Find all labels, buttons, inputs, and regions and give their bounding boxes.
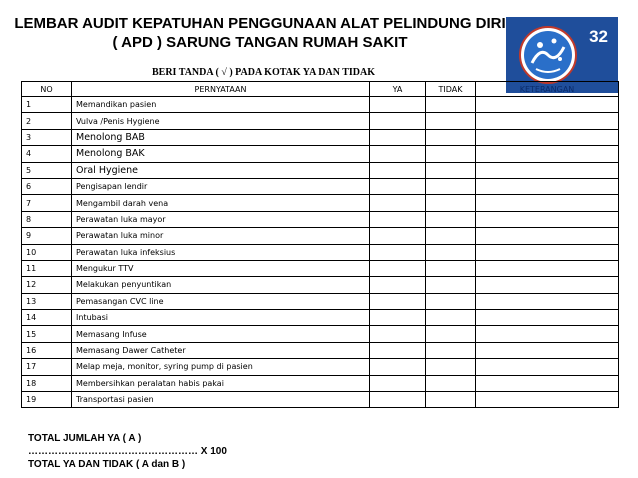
- keterangan-cell[interactable]: [476, 228, 619, 244]
- tidak-checkbox-cell[interactable]: [426, 277, 476, 293]
- statement-text: Melap meja, monitor, syring pump di pasien: [72, 359, 370, 375]
- table-row: [22, 195, 619, 211]
- row-number: 10: [22, 244, 72, 260]
- statement-text: Membersihkan peralatan habis pakai: [72, 375, 370, 391]
- tidak-checkbox-cell[interactable]: [426, 359, 476, 375]
- tidak-checkbox-cell[interactable]: [426, 392, 476, 408]
- ya-checkbox-cell[interactable]: [370, 375, 426, 391]
- statement-text: Mengukur TTV: [72, 260, 370, 276]
- ya-checkbox-cell[interactable]: [370, 97, 426, 113]
- ya-checkbox-cell[interactable]: [370, 228, 426, 244]
- keterangan-cell[interactable]: [476, 342, 619, 358]
- row-number: 11: [22, 260, 72, 276]
- row-number: 6: [22, 178, 72, 194]
- statement-text: Memasang Infuse: [72, 326, 370, 342]
- statement-text: Vulva /Penis Hygiene: [72, 113, 370, 129]
- keterangan-cell[interactable]: [476, 326, 619, 342]
- statement-text: Oral Hygiene: [72, 162, 370, 178]
- table-row: [22, 310, 619, 326]
- tidak-checkbox-cell[interactable]: [426, 129, 476, 145]
- ya-checkbox-cell[interactable]: [370, 260, 426, 276]
- statement-text: Perawatan luka infeksius: [72, 244, 370, 260]
- keterangan-cell[interactable]: [476, 146, 619, 162]
- row-number: 1: [22, 97, 72, 113]
- row-number: 9: [22, 228, 72, 244]
- row-number: 18: [22, 375, 72, 391]
- tidak-checkbox-cell[interactable]: [426, 211, 476, 227]
- statement-text: Pengisapan lendir: [72, 178, 370, 194]
- keterangan-cell[interactable]: [476, 392, 619, 408]
- column-header-ya: YA: [370, 82, 426, 97]
- keterangan-cell[interactable]: [476, 129, 619, 145]
- ya-checkbox-cell[interactable]: [370, 293, 426, 309]
- row-number: 7: [22, 195, 72, 211]
- row-number: 8: [22, 211, 72, 227]
- keterangan-cell[interactable]: [476, 211, 619, 227]
- ya-checkbox-cell[interactable]: [370, 162, 426, 178]
- table-row: [22, 293, 619, 309]
- tidak-checkbox-cell[interactable]: [426, 195, 476, 211]
- ya-checkbox-cell[interactable]: [370, 244, 426, 260]
- tidak-checkbox-cell[interactable]: [426, 162, 476, 178]
- tidak-checkbox-cell[interactable]: [426, 310, 476, 326]
- table-row: [22, 342, 619, 358]
- title-line-1: LEMBAR AUDIT KEPATUHAN PENGGUNAAN ALAT PELINDUNG DIRI: [14, 15, 506, 32]
- column-header-keterangan: KETERANGAN: [476, 82, 619, 97]
- column-header-no: NO: [22, 82, 72, 97]
- tidak-checkbox-cell[interactable]: [426, 97, 476, 113]
- hand-hygiene-logo-icon: [518, 25, 578, 85]
- ya-checkbox-cell[interactable]: [370, 211, 426, 227]
- keterangan-cell[interactable]: [476, 293, 619, 309]
- keterangan-cell[interactable]: [476, 260, 619, 276]
- row-number: 17: [22, 359, 72, 375]
- statement-text: Perawatan luka minor: [72, 228, 370, 244]
- table-header-row: [22, 82, 619, 97]
- tidak-checkbox-cell[interactable]: [426, 260, 476, 276]
- ya-checkbox-cell[interactable]: [370, 359, 426, 375]
- statement-text: Melakukan penyuntikan: [72, 277, 370, 293]
- row-number: 13: [22, 293, 72, 309]
- tidak-checkbox-cell[interactable]: [426, 178, 476, 194]
- formula-denominator: TOTAL YA DAN TIDAK ( A dan B ): [28, 459, 186, 470]
- audit-table: [21, 81, 619, 408]
- ya-checkbox-cell[interactable]: [370, 146, 426, 162]
- keterangan-cell[interactable]: [476, 113, 619, 129]
- table-row: [22, 113, 619, 129]
- title-line-2: ( APD ) SARUNG TANGAN RUMAH SAKIT: [112, 34, 408, 51]
- column-header-tidak: TIDAK: [426, 82, 476, 97]
- statement-text: Intubasi: [72, 310, 370, 326]
- row-number: 3: [22, 129, 72, 145]
- instruction-text: BERI TANDA ( √ ) PADA KOTAK YA DAN TIDAK: [152, 67, 376, 78]
- keterangan-cell[interactable]: [476, 277, 619, 293]
- statement-text: Memandikan pasien: [72, 97, 370, 113]
- keterangan-cell[interactable]: [476, 310, 619, 326]
- statement-text: Menolong BAK: [72, 146, 370, 162]
- keterangan-cell[interactable]: [476, 244, 619, 260]
- tidak-checkbox-cell[interactable]: [426, 293, 476, 309]
- ya-checkbox-cell[interactable]: [370, 195, 426, 211]
- table-row: [22, 211, 619, 227]
- ya-checkbox-cell[interactable]: [370, 326, 426, 342]
- table-row: [22, 228, 619, 244]
- table-row: [22, 326, 619, 342]
- row-number: 14: [22, 310, 72, 326]
- statement-text: Transportasi pasien: [72, 392, 370, 408]
- tidak-checkbox-cell[interactable]: [426, 244, 476, 260]
- formula-divider: …………………………………………… X 100: [28, 446, 227, 457]
- table-row: [22, 375, 619, 391]
- statement-text: Mengambil darah vena: [72, 195, 370, 211]
- tidak-checkbox-cell[interactable]: [426, 375, 476, 391]
- formula-numerator: TOTAL JUMLAH YA ( A ): [28, 433, 142, 444]
- keterangan-cell[interactable]: [476, 375, 619, 391]
- statement-text: Memasang Dawer Catheter: [72, 342, 370, 358]
- ya-checkbox-cell[interactable]: [370, 113, 426, 129]
- table-row: [22, 129, 619, 145]
- ya-checkbox-cell[interactable]: [370, 392, 426, 408]
- row-number: 15: [22, 326, 72, 342]
- table-row: [22, 359, 619, 375]
- statement-text: Perawatan luka mayor: [72, 211, 370, 227]
- tidak-checkbox-cell[interactable]: [426, 113, 476, 129]
- statement-text: Menolong BAB: [72, 129, 370, 145]
- document-title: [14, 14, 506, 52]
- table-row: [22, 146, 619, 162]
- ya-checkbox-cell[interactable]: [370, 277, 426, 293]
- row-number: 2: [22, 113, 72, 129]
- row-number: 19: [22, 392, 72, 408]
- table-row: [22, 97, 619, 113]
- row-number: 5: [22, 162, 72, 178]
- ya-checkbox-cell[interactable]: [370, 310, 426, 326]
- tidak-checkbox-cell[interactable]: [426, 146, 476, 162]
- table-row: [22, 277, 619, 293]
- row-number: 16: [22, 342, 72, 358]
- page-number: 32: [589, 27, 608, 46]
- keterangan-cell[interactable]: [476, 97, 619, 113]
- statement-text: Pemasangan CVC line: [72, 293, 370, 309]
- table-row: [22, 392, 619, 408]
- table-row: [22, 162, 619, 178]
- keterangan-cell[interactable]: [476, 359, 619, 375]
- row-number: 4: [22, 146, 72, 162]
- table-row: [22, 178, 619, 194]
- ya-checkbox-cell[interactable]: [370, 129, 426, 145]
- table-row: [22, 244, 619, 260]
- tidak-checkbox-cell[interactable]: [426, 326, 476, 342]
- keterangan-cell[interactable]: [476, 178, 619, 194]
- ya-checkbox-cell[interactable]: [370, 342, 426, 358]
- keterangan-cell[interactable]: [476, 195, 619, 211]
- keterangan-cell[interactable]: [476, 162, 619, 178]
- tidak-checkbox-cell[interactable]: [426, 342, 476, 358]
- row-number: 12: [22, 277, 72, 293]
- ya-checkbox-cell[interactable]: [370, 178, 426, 194]
- tidak-checkbox-cell[interactable]: [426, 228, 476, 244]
- score-formula: [28, 432, 227, 471]
- column-header-pernyataan: PERNYATAAN: [72, 82, 370, 97]
- table-row: [22, 260, 619, 276]
